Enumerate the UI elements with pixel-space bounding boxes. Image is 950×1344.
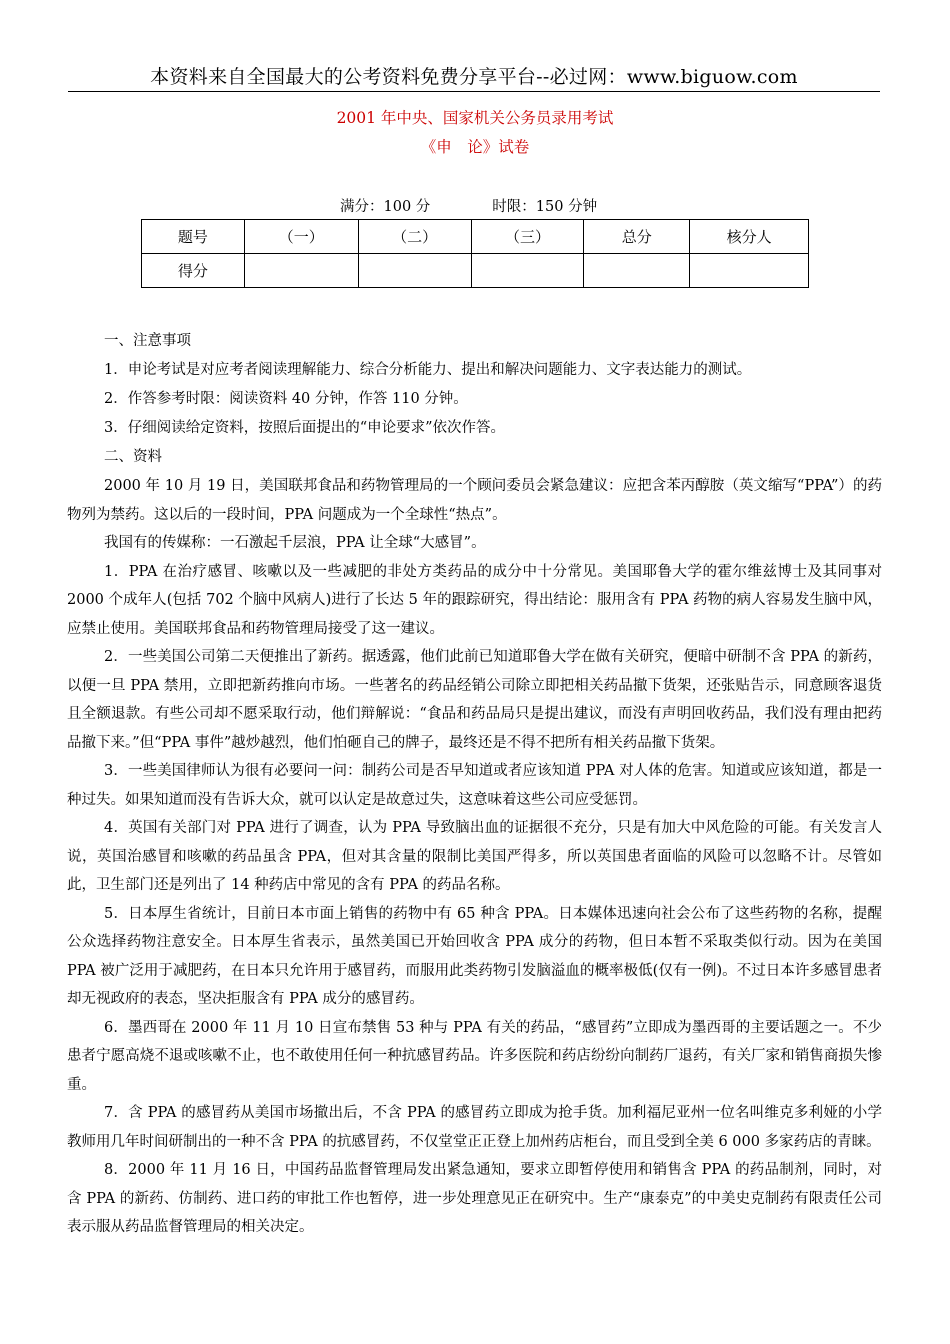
notes-heading: 一、注意事项 <box>104 333 191 349</box>
header-question-no: 题号 <box>142 220 245 254</box>
score-table-score-row <box>142 254 809 288</box>
score-table <box>141 219 809 288</box>
material-heading: 二、资料 <box>104 449 162 465</box>
material-paragraph: 7．含 PPA 的感冒药从美国市场撤出后，不含 PPA 的感冒药立即成为抢手货。加利福尼亚州一位名叫维克多利娅的小学教师用几年时间研制出的一种不含 PPA 的抗感冒药，不仅堂堂正正登上加州药店柜台，而且受到全美 6 000 多家药店的青睐。 <box>67 1105 882 1150</box>
score-cell-part-3 <box>471 254 584 288</box>
note-item: 3．仔细阅读给定资料，按照后面提出的“申论要求”依次作答。 <box>104 420 506 436</box>
note-item: 1．申论考试是对应考者阅读理解能力、综合分析能力、提出和解决问题能力、文字表达能力的测试。 <box>104 362 752 378</box>
score-cell-checker <box>690 254 809 288</box>
score-cell-total <box>584 254 690 288</box>
material-paragraph: 6．墨西哥在 2000 年 11 月 10 日宣布禁售 53 种与 PPA 有关的药品，“感冒药”立即成为墨西哥的主要话题之一。不少患者宁愿高烧不退或咳嗽不止，也不敢使用任何一种抗感冒药品。许多医院和药店纷纷向制药厂退药，有关厂家和销售商损失惨重。 <box>67 1019 882 1093</box>
material-paragraph: 5．日本厚生省统计，目前日本市面上销售的药物中有 65 种含 PPA。日本媒体迅速向社会公布了这些药物的名称，提醒公众选择药物注意安全。日本厚生省表示，虽然美国已开始回收含 PPA 成分的药物，但日本暂不采取类似行动。因为在美国 PPA 被广泛用于减肥药，在日本只允许用于感冒药，而服用此类药物引发脑溢血的概率极低(仅有一例)。不过日本许多感冒患者却无视政府的表态，坚决拒服含有 PPA 成分的感冒药。 <box>67 905 882 1007</box>
header-part-3: （三） <box>471 220 584 254</box>
material-paragraph: 4．英国有关部门对 PPA 进行了调查，认为 PPA 导致脑出血的证据很不充分，只是有加大中风危险的可能。有关发言人说，英国治感冒和咳嗽的药品虽含 PPA，但对其含量的限制比美国严得多，所以英国患者面临的风险可以忽略不计。尽管如此，卫生部门还是列出了 14 种药店中常见的含有 PPA 的药品名称。 <box>67 820 882 893</box>
header-part-2: （二） <box>358 220 471 254</box>
material-paragraph: 8．2000 年 11 月 16 日，中国药品监督管理局发出紧急通知，要求立即暂停使用和销售含 PPA 的药品制剂，同时，对含 PPA 的新药、仿制药、进口药的审批工作也暂停，进一步处理意见正在研究中。生产“康泰克”的中美史克制药有限责任公司表示服从药品监督管理局的相关决定。 <box>67 1162 882 1235</box>
note-item: 2．作答参考时限：阅读资料 40 分钟，作答 110 分钟。 <box>104 391 468 407</box>
header-divider <box>68 91 880 92</box>
material-paragraph: 2．一些美国公司第二天便推出了新药。据透露，他们此前已知道耶鲁大学在做有关研究，便暗中研制不含 PPA 的新药，以便一旦 PPA 禁用，立即把新药推向市场。一些著名的药品经销公司除立即把相关药品撤下货架，还张贴告示，同意顾客退货且全额退款。有些公司却不愿采取行动，他们辩解说：“食品和药品局只是提出建议，而没有声明回收药品，我们没有理由把药品撤下来。”但“PPA 事件”越炒越烈，他们怕砸自己的牌子，最终还是不得不把所有相关药品撤下货架。 <box>67 649 882 751</box>
row-label-score: 得分 <box>142 254 245 288</box>
header-checker: 核分人 <box>690 220 809 254</box>
score-table-header-row <box>142 220 809 254</box>
score-cell-part-1 <box>244 254 358 288</box>
full-score: 满分：100 分 <box>340 199 431 215</box>
header-total: 总分 <box>584 220 690 254</box>
header-part-1: （一） <box>244 220 358 254</box>
material-paragraph: 我国有的传媒称：一石激起千层浪，PPA 让全球“大感冒”。 <box>104 535 486 551</box>
exam-title: 2001 年中央、国家机关公务员录用考试 <box>336 109 614 127</box>
time-limit: 时限：150 分钟 <box>492 199 598 215</box>
score-cell-part-2 <box>358 254 471 288</box>
exam-body <box>67 327 882 1242</box>
exam-meta <box>340 195 597 216</box>
material-paragraph: 3．一些美国律师认为很有必要问一问：制药公司是否早知道或者应该知道 PPA 对人体的危害。知道或应该知道，都是一种过失。如果知道而没有告诉大众，就可以认定是故意过失，这意味着这些公司应受惩罚。 <box>67 763 882 808</box>
exam-subtitle: 《申 论》试卷 <box>420 138 530 156</box>
site-banner: 本资料来自全国最大的公考资料免费分享平台--必过网：www.biguow.com <box>150 66 798 88</box>
material-paragraph: 2000 年 10 月 19 日，美国联邦食品和药物管理局的一个顾问委员会紧急建议：应把含苯丙醇胺（英文缩写“PPA”）的药物列为禁药。这以后的一段时间，PPA 问题成为一个全球性“热点”。 <box>67 478 882 523</box>
material-paragraph: 1．PPA 在治疗感冒、咳嗽以及一些减肥的非处方类药品的成分中十分常见。美国耶鲁大学的霍尔维兹博士及其同事对 2000 个成年人(包括 702 个脑中风病人)进行了长达 5 年的跟踪研究，得出结论：服用含有 PPA 药物的病人容易发生脑中风，应禁止使用。美国联邦食品和药物管理局接受了这一建议。 <box>67 563 882 637</box>
